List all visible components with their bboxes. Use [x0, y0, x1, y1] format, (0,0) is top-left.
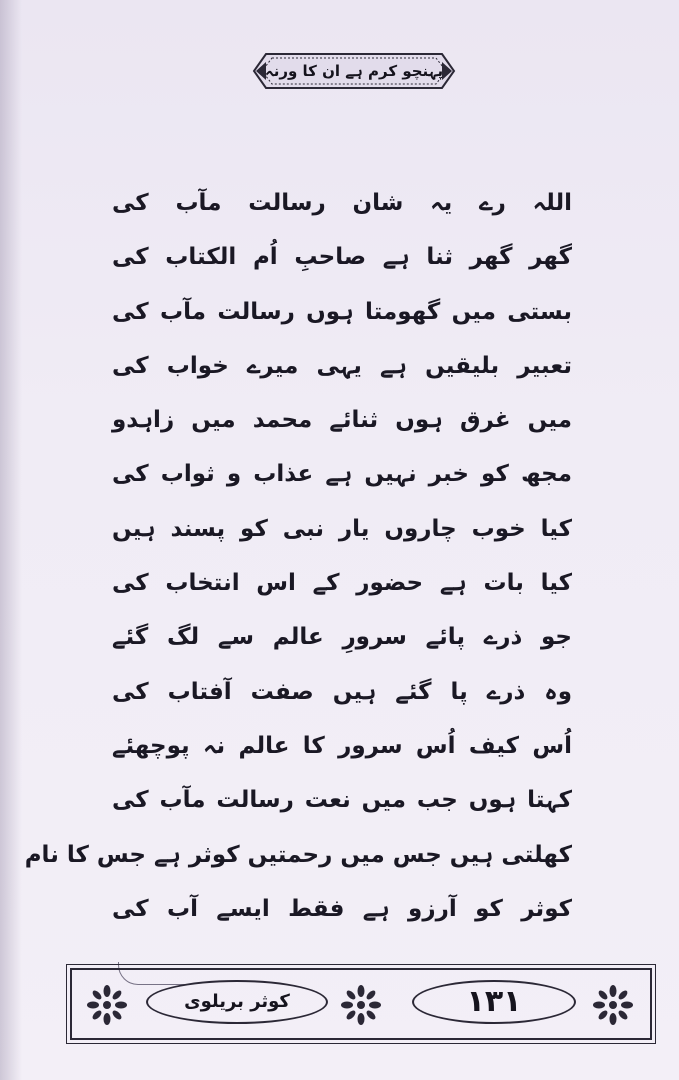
verse-line: کہتا ہوں جب میں نعت رسالت مآب کی: [112, 787, 572, 814]
verse-line: کوثر کو آرزو ہے فقط ایسے آب کی: [112, 895, 572, 922]
verse-line: گھر گھر ثنا ہے صاحبِ اُم الکتاب کی: [112, 244, 572, 271]
verse-line: تعبیر بلیقیں ہے یہی میرے خواب کی: [112, 352, 572, 379]
flower-ornament-icon: [340, 984, 382, 1026]
flower-ornament-icon: [86, 984, 128, 1026]
verse-line: مجھ کو خبر نہیں ہے عذاب و ثواب کی: [112, 461, 572, 488]
verse-line: اللہ رے یہ شان رسالت مآب کی: [112, 190, 572, 216]
footer-frame: [70, 968, 652, 1040]
page-edge-shadow: [0, 0, 22, 1080]
header-title: پہنچو کرم ہے ان کا ورنہ: [264, 62, 444, 80]
verse-line: کیا بات ہے حضور کے اس انتخاب کی: [112, 570, 572, 597]
verse-line: جو ذرے پائے سرورِ عالم سے لگ گئے: [112, 624, 572, 651]
header-banner: [252, 52, 456, 90]
verse-line: کھلتی ہیں جس میں رحمتیں کوثر ہے جس کا نام: [24, 841, 572, 868]
flower-ornament-icon: [592, 984, 634, 1026]
verse-line: میں غرق ہوں ثنائے محمد میں زاہدو: [112, 407, 572, 434]
page-number: ۱۳۱: [412, 980, 576, 1024]
verse-line: کیا خوب چاروں یار نبی کو پسند ہیں: [112, 515, 572, 542]
author-name: کوثر بریلوی: [146, 980, 328, 1024]
verse-line: اُس کیف اُس سرور کا عالم نہ پوچھئے: [112, 732, 572, 759]
verse-line: وہ ذرے پا گئے ہیں صفت آفتاب کی: [112, 678, 572, 705]
poem-verses: [24, 176, 572, 936]
verse-line: بستی میں گھومتا ہوں رسالت مآب کی: [112, 298, 572, 325]
